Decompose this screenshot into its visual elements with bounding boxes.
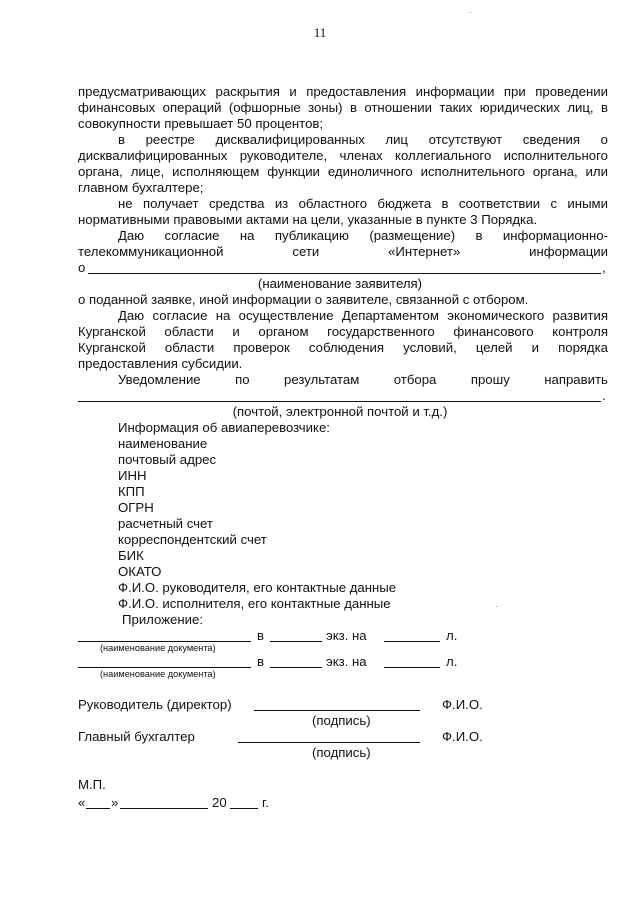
date-year-field[interactable] bbox=[230, 808, 258, 809]
in-label: в bbox=[257, 628, 265, 643]
signature-caption: (подпись) bbox=[312, 745, 371, 760]
word: «Интернет» bbox=[388, 244, 461, 259]
carrier-info-item: наименование bbox=[118, 436, 208, 451]
sheets-label: л. bbox=[446, 628, 458, 643]
date-month-field[interactable] bbox=[120, 808, 208, 809]
applicant-caption: (наименование заявителя) bbox=[257, 276, 423, 291]
carrier-info-item: расчетный счет bbox=[118, 516, 213, 531]
text-line: главном бухгалтере; bbox=[78, 180, 204, 195]
notification-caption: (почтой, электронной почтой и т.д.) bbox=[232, 404, 448, 419]
text-line bbox=[78, 244, 608, 260]
text-line: предусматривающих раскрытия и предоставления информации при проведении bbox=[78, 84, 608, 99]
word: отбора bbox=[393, 372, 437, 387]
date-year-prefix: 20 bbox=[212, 795, 227, 810]
stamp-place-label: М.П. bbox=[78, 777, 106, 792]
word: (размещение) bbox=[369, 228, 456, 243]
applicant-name-field[interactable] bbox=[88, 273, 601, 274]
text-line: Курганской области и органом государственного финансового контроля bbox=[78, 324, 608, 339]
text-line: не получает средства из областного бюджета в соответствии с иными bbox=[118, 196, 608, 211]
carrier-info-item: Ф.И.О. исполнителя, его контактные данные bbox=[118, 596, 391, 611]
text-line: финансовых операций (офшорные зоны) в отношении таких юридических лиц, в bbox=[78, 100, 608, 115]
line-suffix: , bbox=[602, 260, 606, 275]
date-year-suffix: г. bbox=[262, 795, 269, 810]
word: на bbox=[239, 228, 255, 243]
date-open-quote: « bbox=[78, 795, 86, 810]
carrier-info-heading: Информация об авиаперевозчике: bbox=[118, 420, 330, 435]
word: информационно- bbox=[502, 228, 608, 243]
line-prefix: о bbox=[78, 260, 86, 275]
text-line: Курганской области проверок соблюдения условий, целей и порядка bbox=[78, 340, 608, 355]
carrier-info-item: ИНН bbox=[118, 468, 147, 483]
word: направить bbox=[544, 372, 608, 387]
word: Даю bbox=[118, 228, 145, 243]
text-line: Даю согласие на осуществление Департаментом экономического развития bbox=[118, 308, 608, 323]
copies-label: экз. на bbox=[326, 628, 367, 643]
text-line: в реестре дисквалифицированных лиц отсутствуют сведения о bbox=[118, 132, 608, 147]
in-label: в bbox=[257, 654, 265, 669]
accountant-name-label: Ф.И.О. bbox=[442, 729, 483, 744]
document-name-field[interactable] bbox=[78, 667, 251, 668]
text-line: совокупности превышает 50 процентов; bbox=[78, 116, 324, 131]
director-name-label: Ф.И.О. bbox=[442, 697, 483, 712]
carrier-info-item: почтовый адрес bbox=[118, 452, 217, 467]
date-close-quote: » bbox=[111, 795, 119, 810]
text-line: органа, лице, исполняющем функции единоличного исполнительного органа, или bbox=[78, 164, 608, 179]
word: согласие bbox=[164, 228, 220, 243]
carrier-info-item: КПП bbox=[118, 484, 145, 499]
word: результатам bbox=[283, 372, 360, 387]
text-line bbox=[118, 372, 608, 388]
copies-field[interactable] bbox=[270, 667, 322, 668]
text-line: о поданной заявке, иной информации о заявителе, связанной с отбором. bbox=[78, 292, 529, 307]
sheets-field[interactable] bbox=[384, 667, 440, 668]
line-suffix: . bbox=[602, 388, 606, 403]
scan-speck bbox=[470, 12, 471, 13]
date-day-field[interactable] bbox=[86, 808, 110, 809]
text-line bbox=[118, 228, 608, 244]
text-line: предоставления субсидии. bbox=[78, 356, 243, 371]
carrier-info-item: ОГРН bbox=[118, 500, 154, 515]
signature-caption: (подпись) bbox=[312, 713, 371, 728]
word: по bbox=[235, 372, 250, 387]
director-signature-field[interactable] bbox=[254, 710, 420, 711]
director-label: Руководитель (директор) bbox=[78, 697, 232, 712]
sheets-field[interactable] bbox=[384, 641, 440, 642]
notification-method-field[interactable] bbox=[78, 401, 601, 402]
word: информации bbox=[529, 244, 608, 259]
copies-label: экз. на bbox=[326, 654, 367, 669]
word: Уведомление bbox=[118, 372, 201, 387]
text-line: дисквалифицированных руководителе, членах коллегиального исполнительного bbox=[78, 148, 608, 163]
copies-field[interactable] bbox=[270, 641, 322, 642]
document-caption: (наименование документа) bbox=[100, 643, 216, 653]
attachment-label: Приложение: bbox=[122, 612, 204, 627]
word: сети bbox=[292, 244, 320, 259]
document-caption: (наименование документа) bbox=[100, 669, 216, 679]
document-name-field[interactable] bbox=[78, 641, 251, 642]
carrier-info-item: корреспондентский счет bbox=[118, 532, 267, 547]
page-number: 11 bbox=[313, 25, 327, 40]
word: телекоммуникационной bbox=[78, 244, 224, 259]
carrier-info-item: БИК bbox=[118, 548, 144, 563]
carrier-info-item: ОКАТО bbox=[118, 564, 162, 579]
sheets-label: л. bbox=[446, 654, 458, 669]
carrier-info-item: Ф.И.О. руководителя, его контактные данные bbox=[118, 580, 397, 595]
accountant-signature-field[interactable] bbox=[238, 742, 420, 743]
scan-speck bbox=[496, 606, 497, 607]
word: в bbox=[475, 228, 483, 243]
word: публикацию bbox=[274, 228, 349, 243]
text-line: нормативными правовыми актами на цели, указанные в пункте 3 Порядка. bbox=[78, 212, 538, 227]
word: прошу bbox=[470, 372, 510, 387]
accountant-label: Главный бухгалтер bbox=[78, 729, 195, 744]
